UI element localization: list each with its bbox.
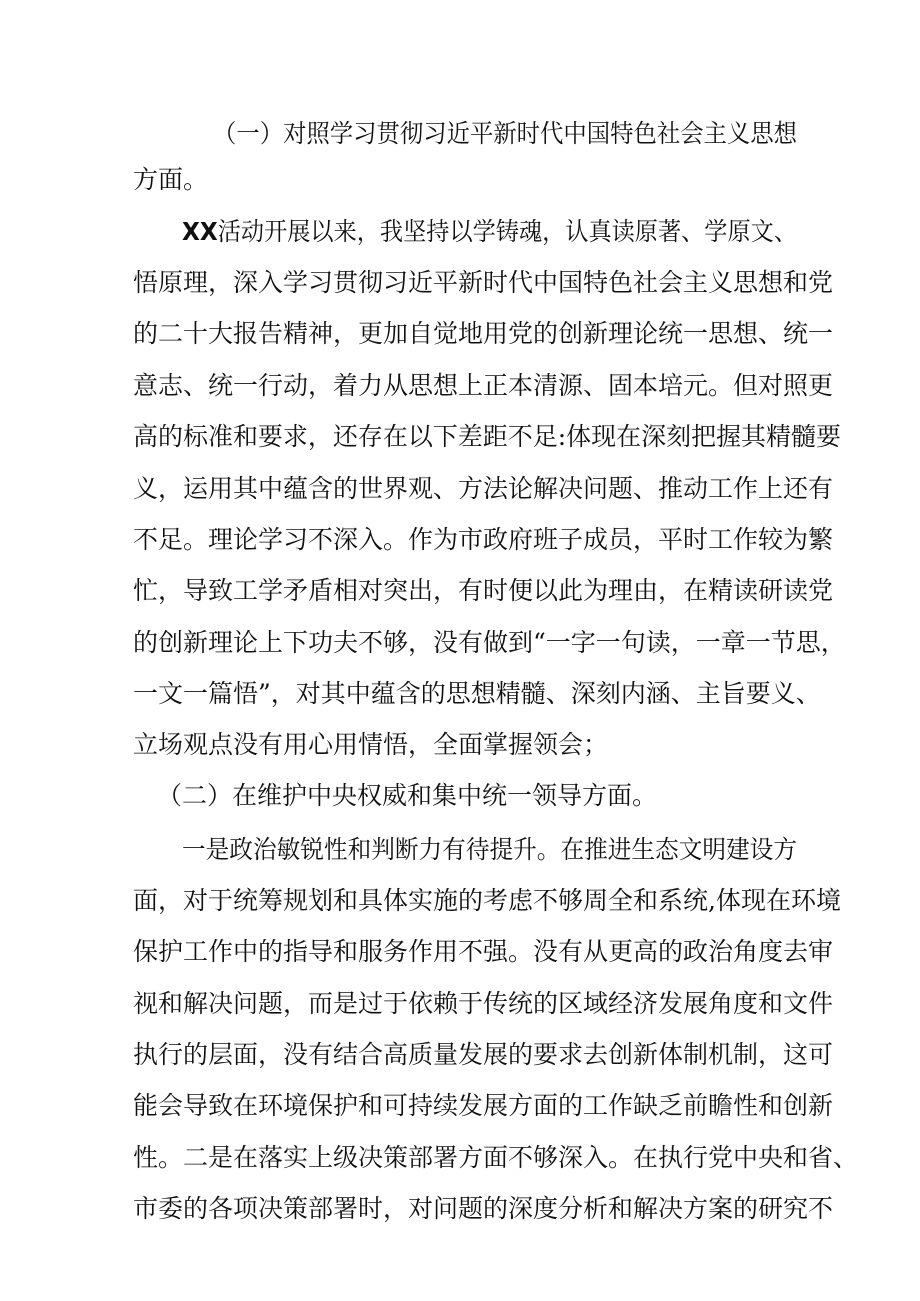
text-line bbox=[133, 364, 833, 408]
text-line-content: 意志、统一行动，着力从思想上正本清源、固本培元。但对照更 bbox=[133, 371, 834, 400]
text-line bbox=[133, 569, 833, 613]
text-line-content: 立场观点没有用心用情悟，全面掌握领会； bbox=[133, 730, 609, 759]
text-line bbox=[133, 982, 833, 1026]
paragraph-start bbox=[182, 210, 798, 254]
text-line-content: 忙，导致工学矛盾相对突出，有时便以此为理由，在精读研读党 bbox=[133, 576, 834, 605]
text-line bbox=[133, 621, 846, 665]
text-line-content: 的创新理论上下功夫不够，没有做到“一字一句读，一章一节思， bbox=[133, 628, 846, 657]
text-line bbox=[133, 1136, 858, 1180]
text-line-content: 活动开展以来，我坚持以学铸魂，认真读原著、学原文、 bbox=[217, 217, 798, 246]
text-line bbox=[133, 467, 833, 511]
text-line-content: 市委的各项决策部署时，对问题的深度分析和解决方案的研究不 bbox=[133, 1194, 834, 1223]
text-line bbox=[133, 723, 608, 767]
text-line-content: 视和解决问题，而是过于依赖于传统的区域经济发展角度和文件 bbox=[133, 989, 834, 1018]
text-line-content: 悟原理，深入学习贯彻习近平新时代中国特色社会主义思想和党 bbox=[133, 268, 834, 297]
text-line-content: 面，对于统筹规划和具体实施的考虑不够周全和系统,体现在环境 bbox=[133, 886, 841, 915]
text-line bbox=[133, 879, 841, 923]
text-line-content: 能会导致在环境保护和可持续发展方面的工作缺乏前瞻性和创新 bbox=[133, 1091, 834, 1120]
paragraph-start bbox=[182, 828, 797, 872]
text-line bbox=[133, 261, 833, 305]
section-heading-2 bbox=[157, 774, 797, 818]
text-line bbox=[133, 518, 833, 562]
text-line bbox=[133, 415, 841, 459]
text-line bbox=[133, 158, 208, 202]
text-line-content: 执行的层面，没有结合高质量发展的要求去创新体制机制，这可 bbox=[133, 1040, 834, 1069]
text-line-content: 一是政治敏锐性和判断力有待提升。在推进生态文明建设方 bbox=[182, 835, 797, 864]
text-line bbox=[133, 312, 833, 356]
text-line-content: 保护工作中的指导和服务作用不强。没有从更高的政治角度去审 bbox=[133, 937, 834, 966]
text-line bbox=[133, 1033, 833, 1077]
text-line bbox=[133, 1084, 833, 1128]
placeholder-token: XX bbox=[182, 217, 218, 246]
text-line bbox=[133, 930, 833, 974]
text-line-content: 义，运用其中蕴含的世界观、方法论解决问题、推动工作上还有 bbox=[133, 474, 834, 503]
text-line-content: 的二十大报告精神，更加自觉地用党的创新理论统一思想、统一 bbox=[133, 319, 834, 348]
text-line bbox=[133, 672, 821, 716]
text-line-content: 高的标准和要求，还存在以下差距不足:体现在深刻把握其精髓要 bbox=[133, 422, 842, 451]
text-line-content: 一文一篇悟”，对其中蕴含的思想精髓、深刻内涵、主旨要义、 bbox=[133, 679, 821, 708]
section-heading-1 bbox=[213, 112, 798, 156]
text-line-content: 不足。理论学习不深入。作为市政府班子成员，平时工作较为繁 bbox=[133, 525, 834, 554]
text-line bbox=[133, 1187, 833, 1231]
text-line-content: 方面。 bbox=[133, 165, 209, 194]
text-line-content: （二）在维护中央权威和集中统一领导方面。 bbox=[157, 781, 658, 810]
text-line-content: 性。二是在落实上级决策部署方面不够深入。在执行党中央和省、 bbox=[133, 1143, 859, 1172]
text-line: （一）对照学习贯彻习近平新时代中国特色社会主义思想 bbox=[213, 119, 798, 148]
